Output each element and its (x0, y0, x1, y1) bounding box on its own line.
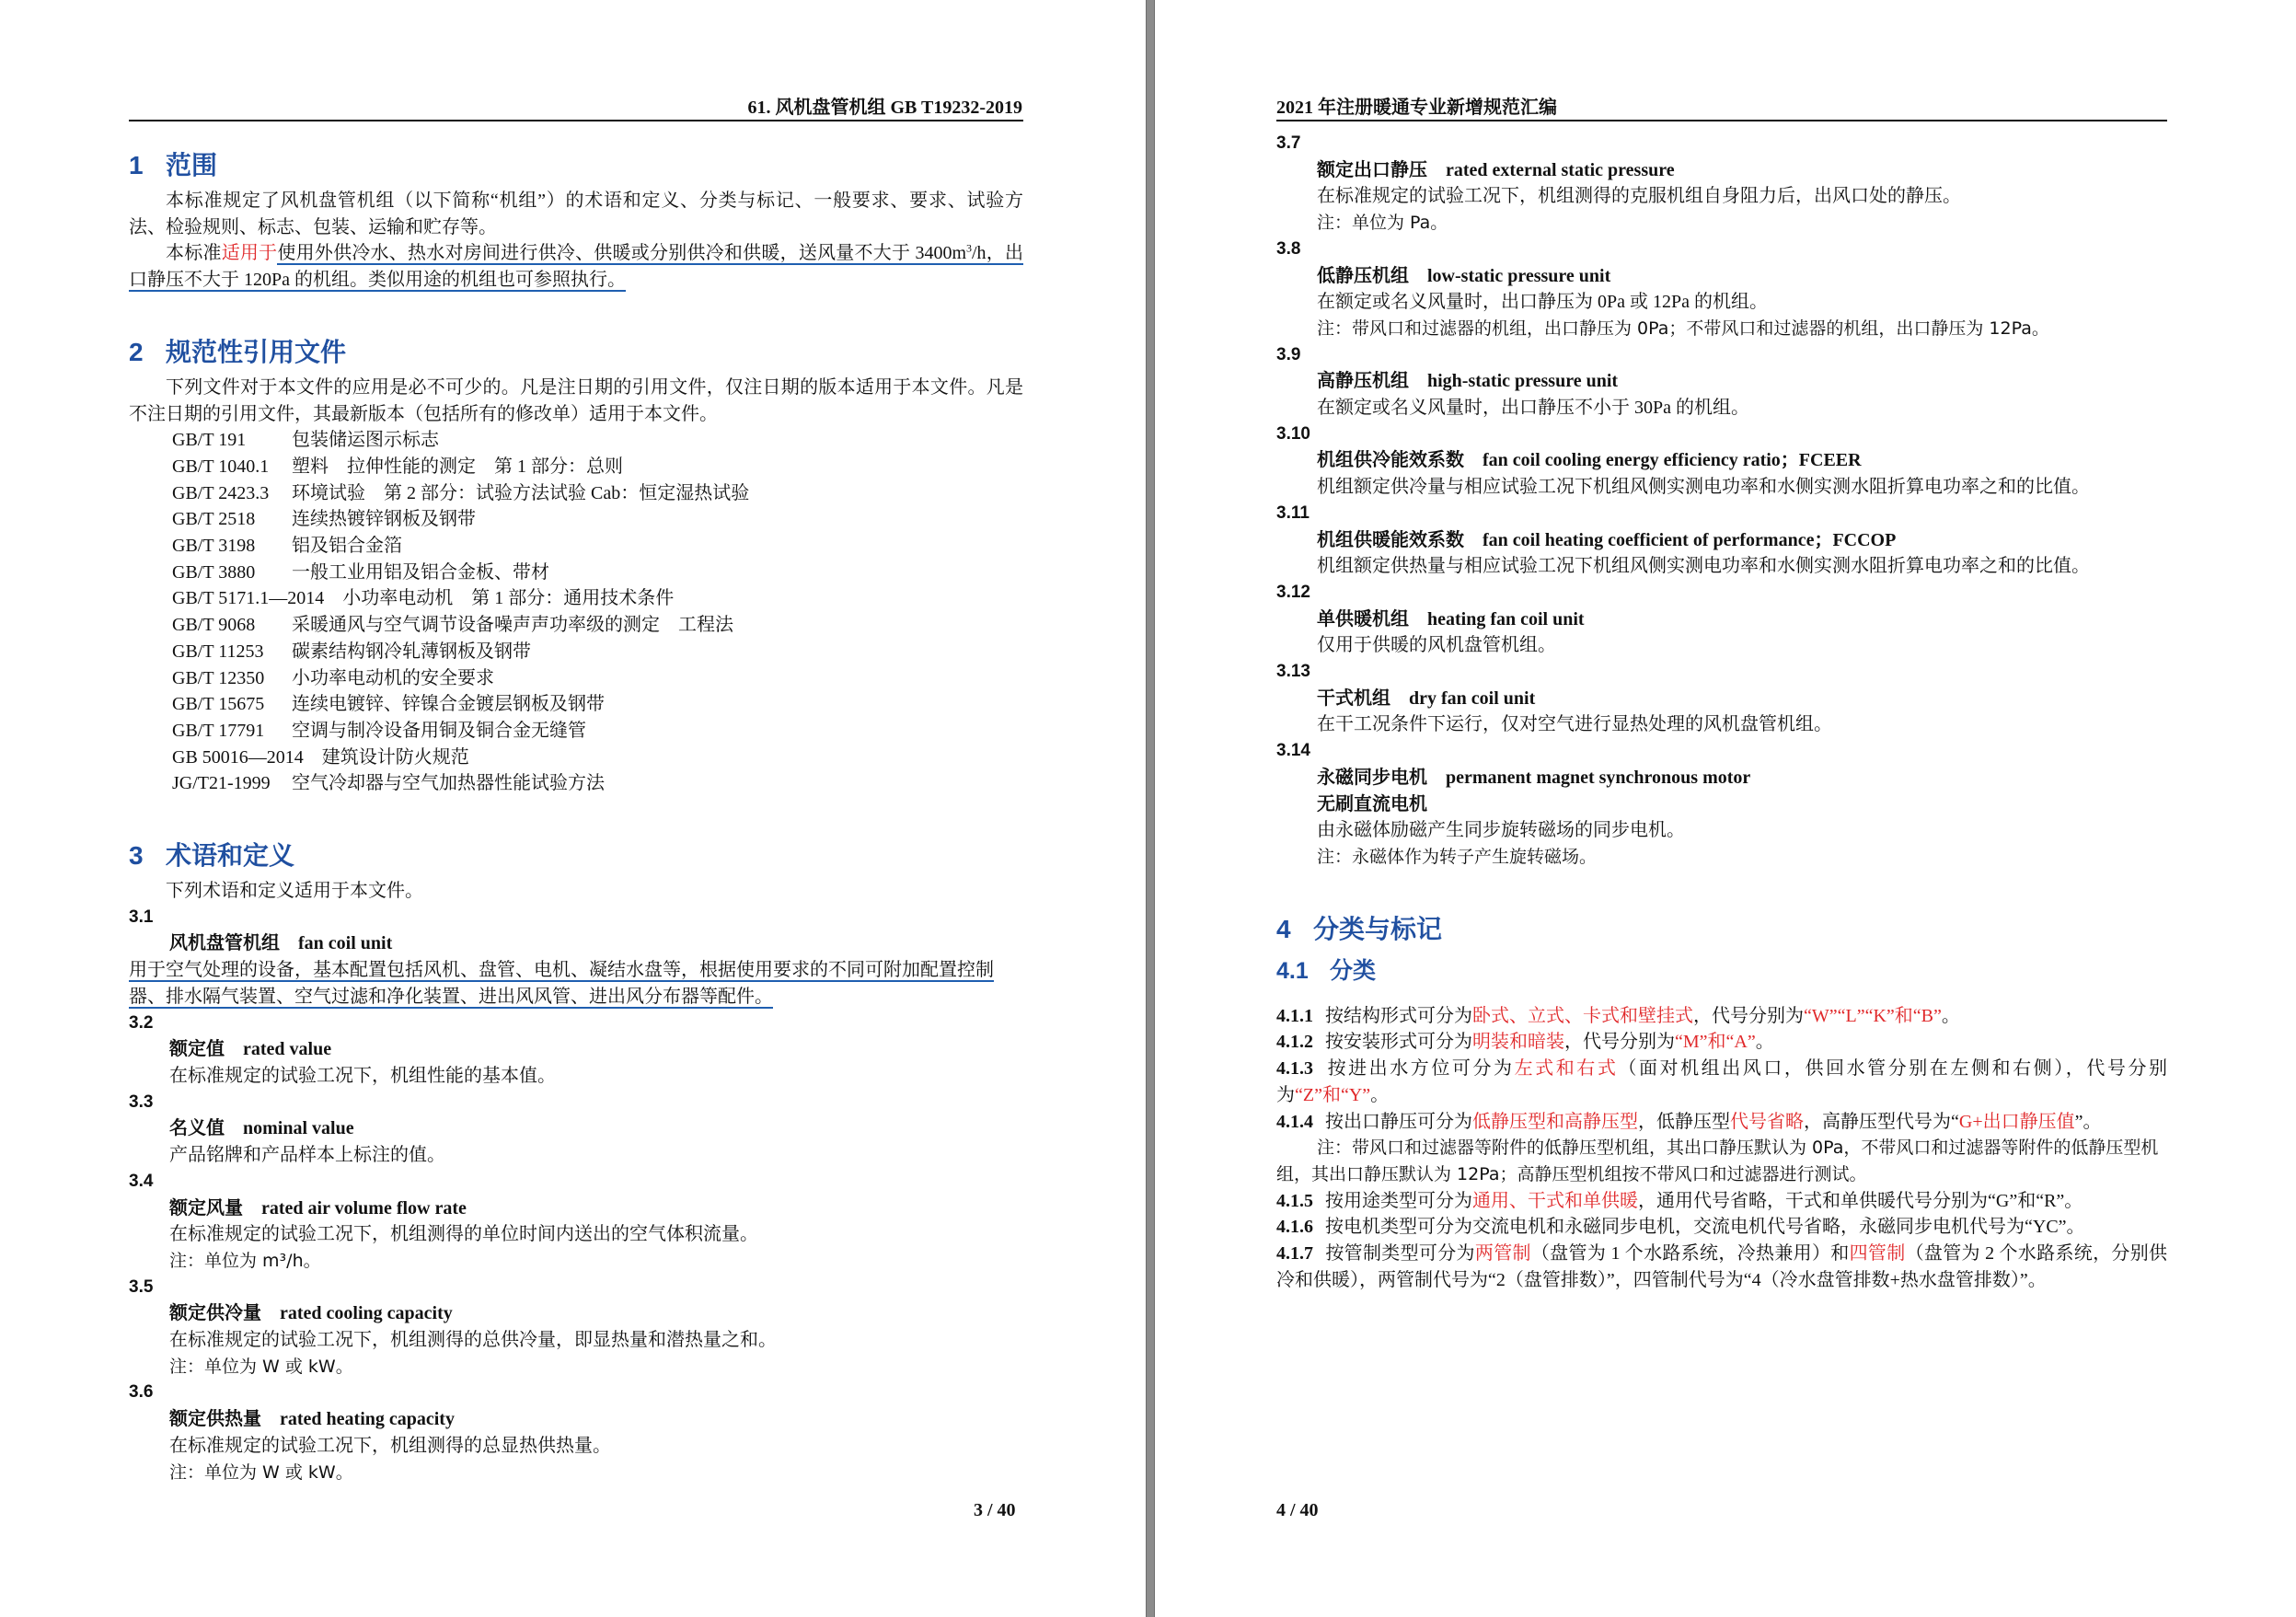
clause-4-1-5: 4.1.5 按用途类型可分为通用、干式和单供暖，通用代号省略，干式和单供暖代号分别为“G”和“R”。 (1276, 1190, 2083, 1211)
page-content (129, 131, 1023, 1485)
term-number: 3.1 (129, 907, 154, 927)
term-body: 在干工况条件下运行，仅对空气进行显热处理的风机盘管机组。 (1317, 714, 1832, 735)
term-number: 3.10 (1276, 423, 1310, 444)
reference-item: GB/T 1040.1 塑料 拉伸性能的测定 第 1 部分：总则 (172, 456, 623, 477)
term-body: 在额定或名义风量时，出口静压为 0Pa 或 12Pa 的机组。 (1317, 292, 1768, 313)
term-title: 额定供冷量 rated cooling capacity (169, 1303, 453, 1324)
term-number: 3.8 (1276, 238, 1301, 259)
paragraph: 下列术语和定义适用于本文件。 (166, 881, 423, 902)
running-header: 2021 年注册暖通专业新增规范汇编 (1276, 98, 1557, 118)
term-note: 注：单位为 Pa。 (1317, 213, 1448, 234)
term-body: 在标准规定的试验工况下，机组测得的总供冷量，即显热量和潜热量之和。 (169, 1330, 777, 1351)
term-number: 3.11 (1276, 502, 1310, 523)
term-body: 产品铭牌和产品样本上标注的值。 (169, 1145, 445, 1166)
page-content (1276, 131, 2167, 1293)
clause-4-1-2: 4.1.2 按安装形式可分为明装和暗装，代号分别为“M”和“A”。 (1276, 1032, 1774, 1053)
reference-item: GB/T 11253 碳素结构钢冷轧薄钢板及钢带 (172, 641, 531, 662)
clause-note: 注：带风口和过滤器等附件的低静压型机组，其出口静压默认为 0Pa，不带风口和过滤器等附件的低静压型机组，其出口静压默认为 12Pa；高静压型机组按不带风口和过滤器进行测试。 (1276, 1138, 2159, 1184)
term-number: 3.5 (129, 1276, 154, 1297)
paragraph: 下列文件对于本文件的应用是必不可少的。凡是注日期的引用文件，仅注日期的版本适用于本文件。凡是不注日期的引用文件，其最新版本（包括所有的修改单）适用于本文件。 (129, 376, 1023, 424)
term-title: 永磁同步电机 permanent magnet synchronous motor (1317, 767, 1751, 788)
reference-item: GB/T 15675 连续电镀锌、锌镍合金镀层钢板及钢带 (172, 694, 605, 715)
clause-4-1-6: 4.1.6 按电机类型可分为交流电机和永磁同步电机，交流电机代号省略，永磁同步电机代号为“YC”。 (1276, 1217, 2085, 1238)
term-note: 注：单位为 W 或 kW。 (169, 1356, 353, 1377)
term-title: 额定值 rated value (169, 1039, 332, 1060)
term-title-alt: 无刷直流电机 (1317, 793, 1427, 814)
term-title: 低静压机组 low-static pressure unit (1317, 265, 1611, 286)
reference-item: GB/T 9068 采暖通风与空气调节设备噪声声功率级的测定 工程法 (172, 615, 733, 636)
reference-item: GB/T 5171.1—2014 小功率电动机 第 1 部分：通用技术条件 (172, 588, 675, 609)
term-body: 在标准规定的试验工况下，机组测得的单位时间内送出的空气体积流量。 (169, 1224, 758, 1245)
subsection-heading-4-1: 4.1 分类 (1276, 957, 1377, 984)
term-number: 3.6 (129, 1382, 154, 1403)
reference-item: GB 50016—2014 建筑设计防火规范 (172, 746, 469, 768)
clause-4-1-4: 4.1.4 按出口静压可分为低静压型和高静压型，低静压型代号省略，高静压型代号为“G+出口静压值”。 (1276, 1111, 2102, 1132)
term-number: 3.4 (129, 1171, 154, 1191)
paragraph: 本标准适用于使用外供冷水、热水对房间进行供冷、供暖或分别供冷和供暖，送风量不大于 $3400m^3/h$，出口静压不大于 120Pa 的机组。类似用途的机组也可参照执行。 (129, 241, 1024, 291)
page-number: 3 / 40 (974, 1500, 1016, 1520)
page-gutter (1146, 0, 1155, 1617)
section-heading-1: 1 范围 (129, 151, 218, 179)
clause-4-1-3: 4.1.3 按进出水方位可分为左式和右式（面对机组出风口，供回水管分别在左侧和右侧），代号分别为“Z”和“Y”。 (1276, 1058, 2168, 1105)
section-heading-4: 4 分类与标记 (1276, 914, 1443, 943)
header-rule (129, 120, 1023, 121)
term-body: 在标准规定的试验工况下，机组测得的克服机组自身阻力后，出风口处的静压。 (1317, 186, 1961, 207)
clause-4-1-7: 4.1.7 按管制类型可分为两管制（盘管为 1 个水路系统，冷热兼用）和四管制（盘管为 2 个水路系统，分别供冷和供暖），两管制代号为“2（盘管排数）”，四管制代号为“4（冷水盘管排数+热水盘管排数）”。 (1276, 1243, 2168, 1290)
term-body: 用于空气处理的设备，基本配置包括风机、盘管、电机、凝结水盘等，根据使用要求的不同可附加配置控制器、排水隔气装置、空气过滤和净化装置、进出风风管、进出风分布器等配件。 (129, 960, 994, 1007)
page-number: 4 / 40 (1276, 1500, 1319, 1520)
reference-list (129, 427, 1023, 797)
reference-item: GB/T 12350 小功率电动机的安全要求 (172, 667, 494, 688)
term-body: 在标准规定的试验工况下，机组性能的基本值。 (169, 1065, 556, 1086)
paragraph: 本标准规定了风机盘管机组（以下简称“机组”）的术语和定义、分类与标记、一般要求、要求、试验方法、检验规则、标志、包装、运输和贮存等。 (129, 191, 1023, 237)
term-body: 机组额定供冷量与相应试验工况下机组风侧实测电功率和水侧实测水阻折算电功率之和的比值。 (1317, 477, 2090, 498)
reference-item: GB/T 17791 空调与制冷设备用铜及铜合金无缝管 (172, 720, 586, 741)
clause-4-1-1: 4.1.1 按结构形式可分为卧式、立式、卡式和壁挂式，代号分别为“W”“L”“K”和“B”。 (1276, 1005, 1960, 1026)
header-rule (1276, 120, 2167, 121)
term-number: 3.13 (1276, 662, 1310, 682)
term-number: 3.2 (129, 1012, 154, 1033)
term-body: 仅用于供暖的风机盘管机组。 (1317, 635, 1556, 656)
term-title: 风机盘管机组 fan coil unit (169, 933, 393, 954)
term-number: 3.3 (129, 1091, 154, 1112)
term-body: 在标准规定的试验工况下，机组测得的总显热供热量。 (169, 1435, 611, 1456)
term-title: 名义值 nominal value (169, 1118, 354, 1139)
term-title: 单供暖机组 heating fan coil unit (1317, 608, 1585, 629)
section-heading-2: 2 规范性引用文件 (129, 337, 347, 366)
term-note: 注：带风口和过滤器的机组，出口静压为 0Pa；不带风口和过滤器的机组，出口静压为 12Pa。 (1317, 318, 2049, 339)
reference-item: GB/T 3198 铝及铝合金箔 (172, 536, 402, 557)
section-heading-3: 3 术语和定义 (129, 841, 295, 871)
term-title: 额定出口静压 rated external static pressure (1317, 159, 1675, 180)
running-header: 61. 风机盘管机组 GB T19232-2019 (747, 98, 1022, 118)
term-title: 高静压机组 high-static pressure unit (1317, 371, 1619, 392)
term-number: 3.7 (1276, 133, 1301, 153)
reference-item: GB/T 191 包装储运图示标志 (172, 430, 439, 451)
page-4 (1155, 0, 2296, 1617)
reference-item: GB/T 2423.3 环境试验 第 2 部分：试验方法试验 Cab：恒定湿热试验 (172, 482, 750, 503)
reference-item: GB/T 3880 一般工业用铝及铝合金板、带材 (172, 561, 549, 583)
term-title: 机组供冷能效系数 fan coil cooling energy efficiency ratio；FCEER (1317, 450, 1862, 471)
term-note: 注：单位为 W 或 kW。 (169, 1461, 353, 1483)
term-title: 干式机组 dry fan coil unit (1317, 687, 1536, 709)
term-number: 3.14 (1276, 741, 1310, 761)
term-title: 机组供暖能效系数 fan coil heating coefficient of performance；FCCOP (1317, 529, 1897, 550)
term-title: 额定供热量 rated heating capacity (169, 1409, 455, 1430)
term-note: 注：单位为 m³/h。 (169, 1250, 321, 1271)
term-number: 3.12 (1276, 582, 1310, 602)
term-body: 机组额定供热量与相应试验工况下机组风侧实测电功率和水侧实测水阻折算电功率之和的比值。 (1317, 556, 2090, 577)
page-3 (0, 0, 1146, 1617)
term-number: 3.9 (1276, 344, 1301, 364)
term-body: 在额定或名义风量时，出口静压不小于 30Pa 的机组。 (1317, 398, 1749, 419)
term-title: 额定风量 rated air volume flow rate (169, 1197, 467, 1219)
reference-item: GB/T 2518 连续热镀锌钢板及钢带 (172, 509, 476, 530)
reference-item: JG/T21-1999 空气冷却器与空气加热器性能试验方法 (172, 773, 605, 794)
term-note: 注：永磁体作为转子产生旋转磁场。 (1317, 846, 1598, 867)
term-body: 由永磁体励磁产生同步旋转磁场的同步电机。 (1317, 820, 1685, 841)
